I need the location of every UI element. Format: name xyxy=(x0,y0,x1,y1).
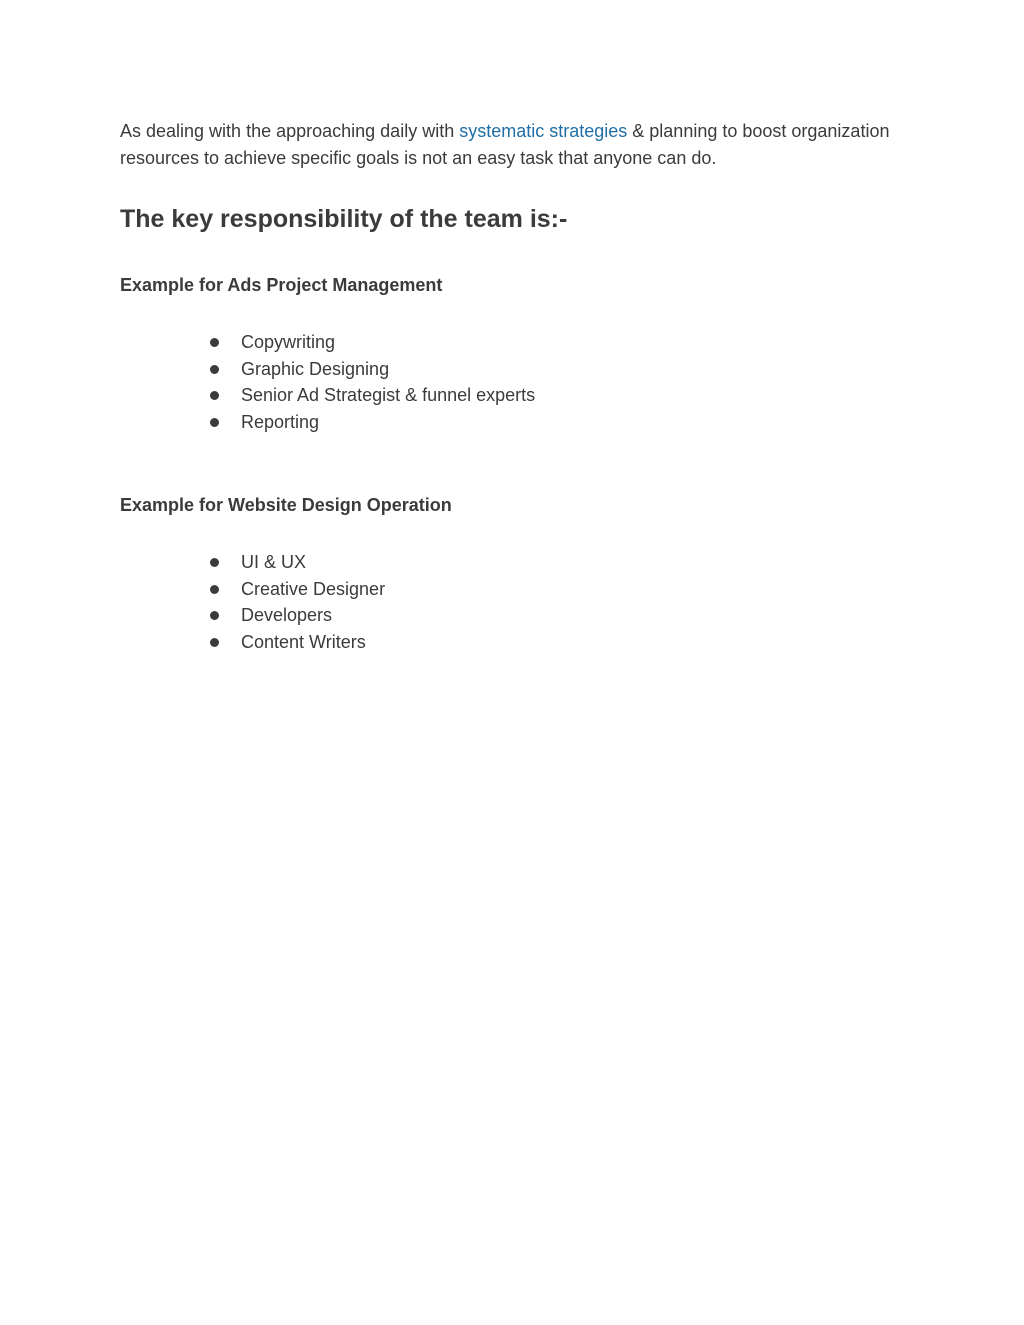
section-heading: The key responsibility of the team is:- xyxy=(120,205,568,233)
list-item-label: Reporting xyxy=(241,412,320,433)
intro-paragraph xyxy=(120,118,910,172)
website-section-title: Example for Website Design Operation xyxy=(120,495,452,515)
ads-section-title: Example for Ads Project Management xyxy=(120,275,443,295)
bullet-icon xyxy=(210,585,219,594)
intro-text-end: & planning to boost organization resources to achieve specific goals is not an easy task that anyone can do. xyxy=(120,121,890,168)
list-item xyxy=(208,549,385,576)
website-bullet-list xyxy=(208,549,385,656)
list-item-label: Creative Designer xyxy=(241,578,386,599)
list-item-label: Developers xyxy=(241,605,333,626)
list-item-label: Senior Ad Strategist & funnel experts xyxy=(241,385,536,406)
ads-bullet-list xyxy=(208,329,535,436)
list-item xyxy=(208,382,535,409)
list-item-label: Copywriting xyxy=(241,332,336,352)
list-item xyxy=(208,602,385,629)
list-item xyxy=(208,576,385,603)
bullet-icon xyxy=(210,638,219,647)
systematic-strategies-link[interactable]: systematic strategies xyxy=(459,121,628,141)
list-item-label: Content Writers xyxy=(241,632,366,653)
bullet-icon xyxy=(210,418,219,427)
list-item xyxy=(208,329,535,356)
bullet-icon xyxy=(210,558,219,567)
list-item-label: UI & UX xyxy=(241,552,307,572)
bullet-icon xyxy=(210,391,219,400)
bullet-icon xyxy=(210,365,219,374)
bullet-icon xyxy=(210,611,219,620)
list-item-label: Graphic Designing xyxy=(241,358,390,379)
list-item xyxy=(208,409,535,436)
bullet-icon xyxy=(210,338,219,347)
intro-text-start: As dealing with the approaching daily with xyxy=(120,121,460,141)
list-item xyxy=(208,629,385,656)
list-item xyxy=(208,356,535,383)
